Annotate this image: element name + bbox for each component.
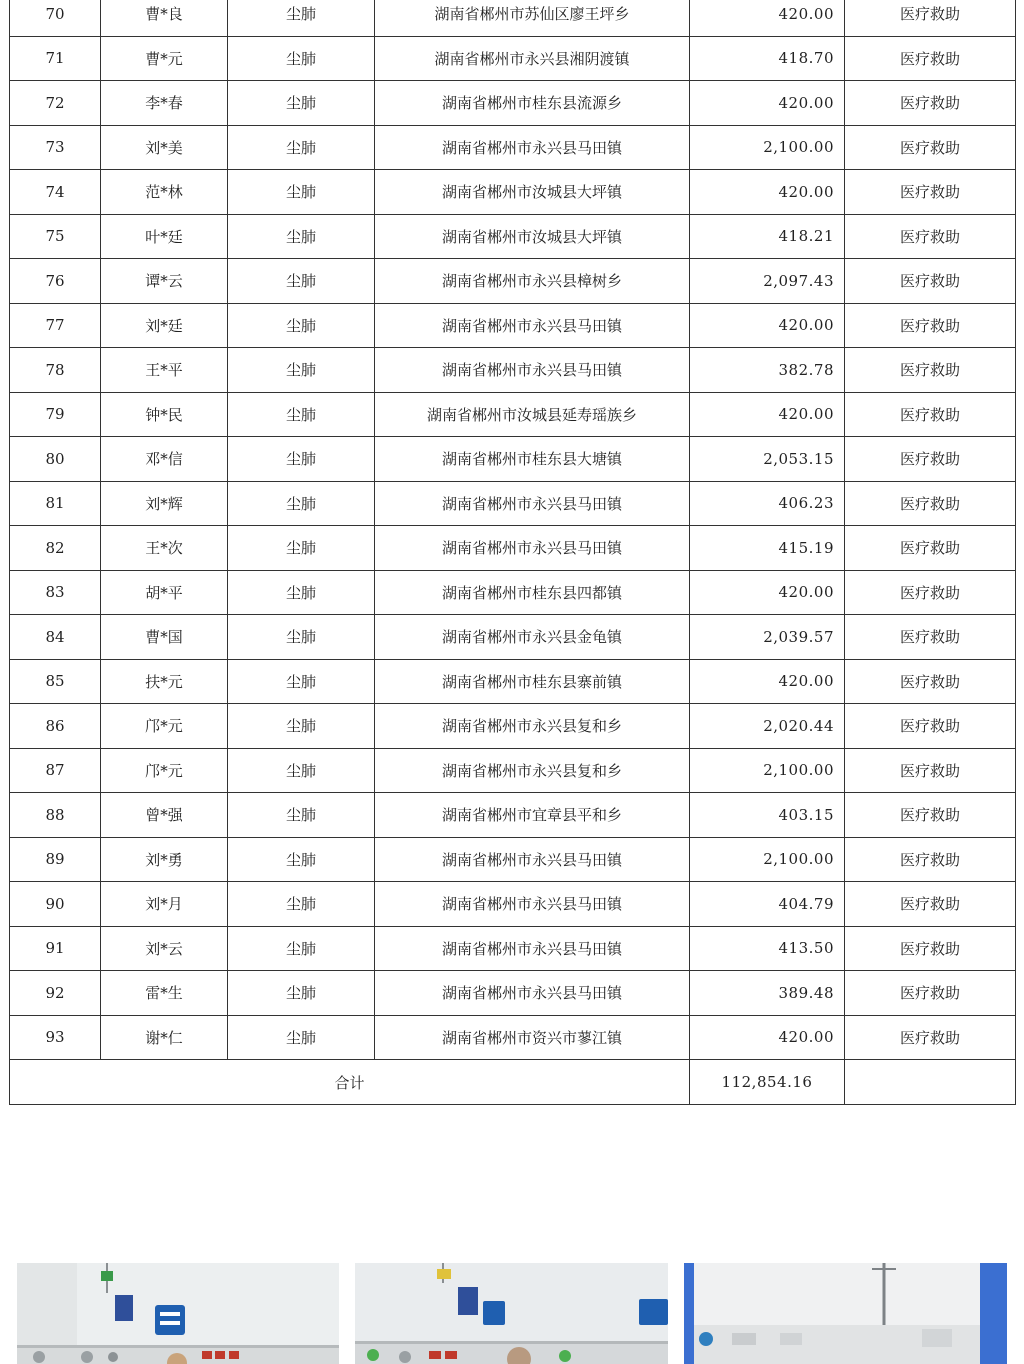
row-amount: 404.79: [690, 882, 845, 927]
table-row: [10, 348, 1016, 393]
row-amount: 2,100.00: [690, 125, 845, 170]
relief-table: [9, 0, 1016, 1105]
row-name: 范*林: [101, 170, 228, 215]
total-label: 合计: [10, 1060, 690, 1105]
table-row: [10, 259, 1016, 304]
row-amount: 420.00: [690, 392, 845, 437]
row-number: 89: [10, 837, 101, 882]
row-relief-type: 医疗救助: [845, 303, 1016, 348]
row-disease: 尘肺: [228, 481, 375, 526]
row-name: 刘*月: [101, 882, 228, 927]
row-amount: 420.00: [690, 81, 845, 126]
row-relief-type: 医疗救助: [845, 214, 1016, 259]
row-disease: 尘肺: [228, 793, 375, 838]
row-relief-type: 医疗救助: [845, 125, 1016, 170]
row-address: 湖南省郴州市永兴县复和乡: [375, 748, 690, 793]
row-address: 湖南省郴州市资兴市蓼江镇: [375, 1015, 690, 1060]
row-disease: 尘肺: [228, 704, 375, 749]
row-number: 71: [10, 36, 101, 81]
row-relief-type: 医疗救助: [845, 882, 1016, 927]
table-row: [10, 526, 1016, 571]
row-amount: 389.48: [690, 971, 845, 1016]
row-address: 湖南省郴州市永兴县樟树乡: [375, 259, 690, 304]
table-row: [10, 437, 1016, 482]
table-row: [10, 793, 1016, 838]
table-row: [10, 926, 1016, 971]
total-row: [10, 1060, 1016, 1105]
row-amount: 413.50: [690, 926, 845, 971]
row-address: 湖南省郴州市永兴县马田镇: [375, 303, 690, 348]
row-name: 扶*元: [101, 659, 228, 704]
row-address: 湖南省郴州市永兴县马田镇: [375, 926, 690, 971]
row-number: 87: [10, 748, 101, 793]
row-relief-type: 医疗救助: [845, 81, 1016, 126]
row-amount: 2,020.44: [690, 704, 845, 749]
table-row: [10, 837, 1016, 882]
row-disease: 尘肺: [228, 837, 375, 882]
table-row: [10, 392, 1016, 437]
row-amount: 2,053.15: [690, 437, 845, 482]
row-address: 湖南省郴州市汝城县大坪镇: [375, 170, 690, 215]
row-relief-type: 医疗救助: [845, 1015, 1016, 1060]
row-address: 湖南省郴州市永兴县马田镇: [375, 526, 690, 571]
row-name: 谢*仁: [101, 1015, 228, 1060]
row-relief-type: 医疗救助: [845, 748, 1016, 793]
row-name: 刘*辉: [101, 481, 228, 526]
table-row: [10, 882, 1016, 927]
row-number: 78: [10, 348, 101, 393]
row-disease: 尘肺: [228, 0, 375, 36]
row-address: 湖南省郴州市汝城县延寿瑶族乡: [375, 392, 690, 437]
row-disease: 尘肺: [228, 392, 375, 437]
table-row: [10, 170, 1016, 215]
row-address: 湖南省郴州市永兴县马田镇: [375, 971, 690, 1016]
row-amount: 403.15: [690, 793, 845, 838]
row-relief-type: 医疗救助: [845, 659, 1016, 704]
table-row: [10, 36, 1016, 81]
row-relief-type: 医疗救助: [845, 926, 1016, 971]
row-disease: 尘肺: [228, 748, 375, 793]
row-number: 81: [10, 481, 101, 526]
row-amount: 420.00: [690, 0, 845, 36]
row-name: 曹*良: [101, 0, 228, 36]
row-number: 91: [10, 926, 101, 971]
row-name: 谭*云: [101, 259, 228, 304]
row-relief-type: 医疗救助: [845, 793, 1016, 838]
row-number: 80: [10, 437, 101, 482]
row-amount: 420.00: [690, 1015, 845, 1060]
row-name: 曾*强: [101, 793, 228, 838]
row-amount: 418.21: [690, 214, 845, 259]
relief-table-body: [10, 0, 1016, 1105]
row-amount: 420.00: [690, 170, 845, 215]
row-relief-type: 医疗救助: [845, 570, 1016, 615]
row-number: 84: [10, 615, 101, 660]
table-row: [10, 570, 1016, 615]
row-number: 75: [10, 214, 101, 259]
row-relief-type: 医疗救助: [845, 170, 1016, 215]
row-number: 90: [10, 882, 101, 927]
table-row: [10, 748, 1016, 793]
row-number: 70: [10, 0, 101, 36]
row-amount: 420.00: [690, 570, 845, 615]
row-amount: 2,039.57: [690, 615, 845, 660]
row-disease: 尘肺: [228, 170, 375, 215]
row-disease: 尘肺: [228, 926, 375, 971]
row-name: 邝*元: [101, 748, 228, 793]
ward-photo-1: [17, 1263, 339, 1364]
row-name: 胡*平: [101, 570, 228, 615]
row-address: 湖南省郴州市桂东县流源乡: [375, 81, 690, 126]
row-disease: 尘肺: [228, 125, 375, 170]
row-amount: 415.19: [690, 526, 845, 571]
row-name: 刘*勇: [101, 837, 228, 882]
row-amount: 406.23: [690, 481, 845, 526]
row-amount: 420.00: [690, 303, 845, 348]
row-amount: 382.78: [690, 348, 845, 393]
row-disease: 尘肺: [228, 36, 375, 81]
row-address: 湖南省郴州市汝城县大坪镇: [375, 214, 690, 259]
row-relief-type: 医疗救助: [845, 437, 1016, 482]
row-amount: 418.70: [690, 36, 845, 81]
table-row: [10, 1015, 1016, 1060]
row-disease: 尘肺: [228, 526, 375, 571]
row-relief-type: 医疗救助: [845, 704, 1016, 749]
table-row: [10, 81, 1016, 126]
row-disease: 尘肺: [228, 81, 375, 126]
row-number: 93: [10, 1015, 101, 1060]
row-address: 湖南省郴州市桂东县大塘镇: [375, 437, 690, 482]
row-relief-type: 医疗救助: [845, 0, 1016, 36]
table-row: [10, 481, 1016, 526]
table-row: [10, 971, 1016, 1016]
row-number: 82: [10, 526, 101, 571]
row-number: 76: [10, 259, 101, 304]
row-relief-type: 医疗救助: [845, 348, 1016, 393]
table-row: [10, 125, 1016, 170]
table-row: [10, 303, 1016, 348]
row-name: 邓*信: [101, 437, 228, 482]
row-number: 79: [10, 392, 101, 437]
row-disease: 尘肺: [228, 437, 375, 482]
row-disease: 尘肺: [228, 1015, 375, 1060]
row-disease: 尘肺: [228, 882, 375, 927]
photo-strip: [0, 1263, 1024, 1364]
row-amount: 2,100.00: [690, 837, 845, 882]
row-number: 74: [10, 170, 101, 215]
row-number: 86: [10, 704, 101, 749]
ward-photo-3: [684, 1263, 1007, 1364]
row-address: 湖南省郴州市永兴县金龟镇: [375, 615, 690, 660]
row-name: 叶*廷: [101, 214, 228, 259]
row-address: 湖南省郴州市永兴县马田镇: [375, 882, 690, 927]
table-row: [10, 704, 1016, 749]
row-address: 湖南省郴州市永兴县马田镇: [375, 481, 690, 526]
row-relief-type: 医疗救助: [845, 971, 1016, 1016]
row-name: 王*平: [101, 348, 228, 393]
row-number: 83: [10, 570, 101, 615]
row-name: 雷*生: [101, 971, 228, 1016]
row-disease: 尘肺: [228, 303, 375, 348]
row-amount: 2,100.00: [690, 748, 845, 793]
row-name: 邝*元: [101, 704, 228, 749]
row-name: 刘*云: [101, 926, 228, 971]
row-relief-type: 医疗救助: [845, 481, 1016, 526]
row-name: 钟*民: [101, 392, 228, 437]
row-address: 湖南省郴州市永兴县马田镇: [375, 125, 690, 170]
row-address: 湖南省郴州市永兴县马田镇: [375, 837, 690, 882]
row-disease: 尘肺: [228, 971, 375, 1016]
row-amount: 2,097.43: [690, 259, 845, 304]
ward-photo-2: [355, 1263, 668, 1364]
row-disease: 尘肺: [228, 570, 375, 615]
row-relief-type: 医疗救助: [845, 526, 1016, 571]
row-address: 湖南省郴州市永兴县湘阴渡镇: [375, 36, 690, 81]
table-row: [10, 214, 1016, 259]
row-number: 92: [10, 971, 101, 1016]
row-number: 88: [10, 793, 101, 838]
row-relief-type: 医疗救助: [845, 259, 1016, 304]
row-number: 72: [10, 81, 101, 126]
total-amount: 112,854.16: [690, 1060, 845, 1105]
table-row: [10, 659, 1016, 704]
row-relief-type: 医疗救助: [845, 837, 1016, 882]
row-relief-type: 医疗救助: [845, 36, 1016, 81]
row-address: 湖南省郴州市永兴县马田镇: [375, 348, 690, 393]
table-row: [10, 0, 1016, 36]
row-name: 曹*国: [101, 615, 228, 660]
row-relief-type: 医疗救助: [845, 615, 1016, 660]
row-number: 85: [10, 659, 101, 704]
row-name: 李*春: [101, 81, 228, 126]
total-type: [845, 1060, 1016, 1105]
row-address: 湖南省郴州市桂东县寨前镇: [375, 659, 690, 704]
row-name: 曹*元: [101, 36, 228, 81]
row-name: 刘*廷: [101, 303, 228, 348]
row-amount: 420.00: [690, 659, 845, 704]
row-address: 湖南省郴州市苏仙区廖王坪乡: [375, 0, 690, 36]
row-relief-type: 医疗救助: [845, 392, 1016, 437]
row-disease: 尘肺: [228, 259, 375, 304]
row-disease: 尘肺: [228, 615, 375, 660]
row-disease: 尘肺: [228, 659, 375, 704]
row-number: 77: [10, 303, 101, 348]
row-disease: 尘肺: [228, 214, 375, 259]
row-name: 王*次: [101, 526, 228, 571]
row-address: 湖南省郴州市宜章县平和乡: [375, 793, 690, 838]
table-row: [10, 615, 1016, 660]
row-address: 湖南省郴州市桂东县四都镇: [375, 570, 690, 615]
row-address: 湖南省郴州市永兴县复和乡: [375, 704, 690, 749]
row-number: 73: [10, 125, 101, 170]
row-disease: 尘肺: [228, 348, 375, 393]
row-name: 刘*美: [101, 125, 228, 170]
